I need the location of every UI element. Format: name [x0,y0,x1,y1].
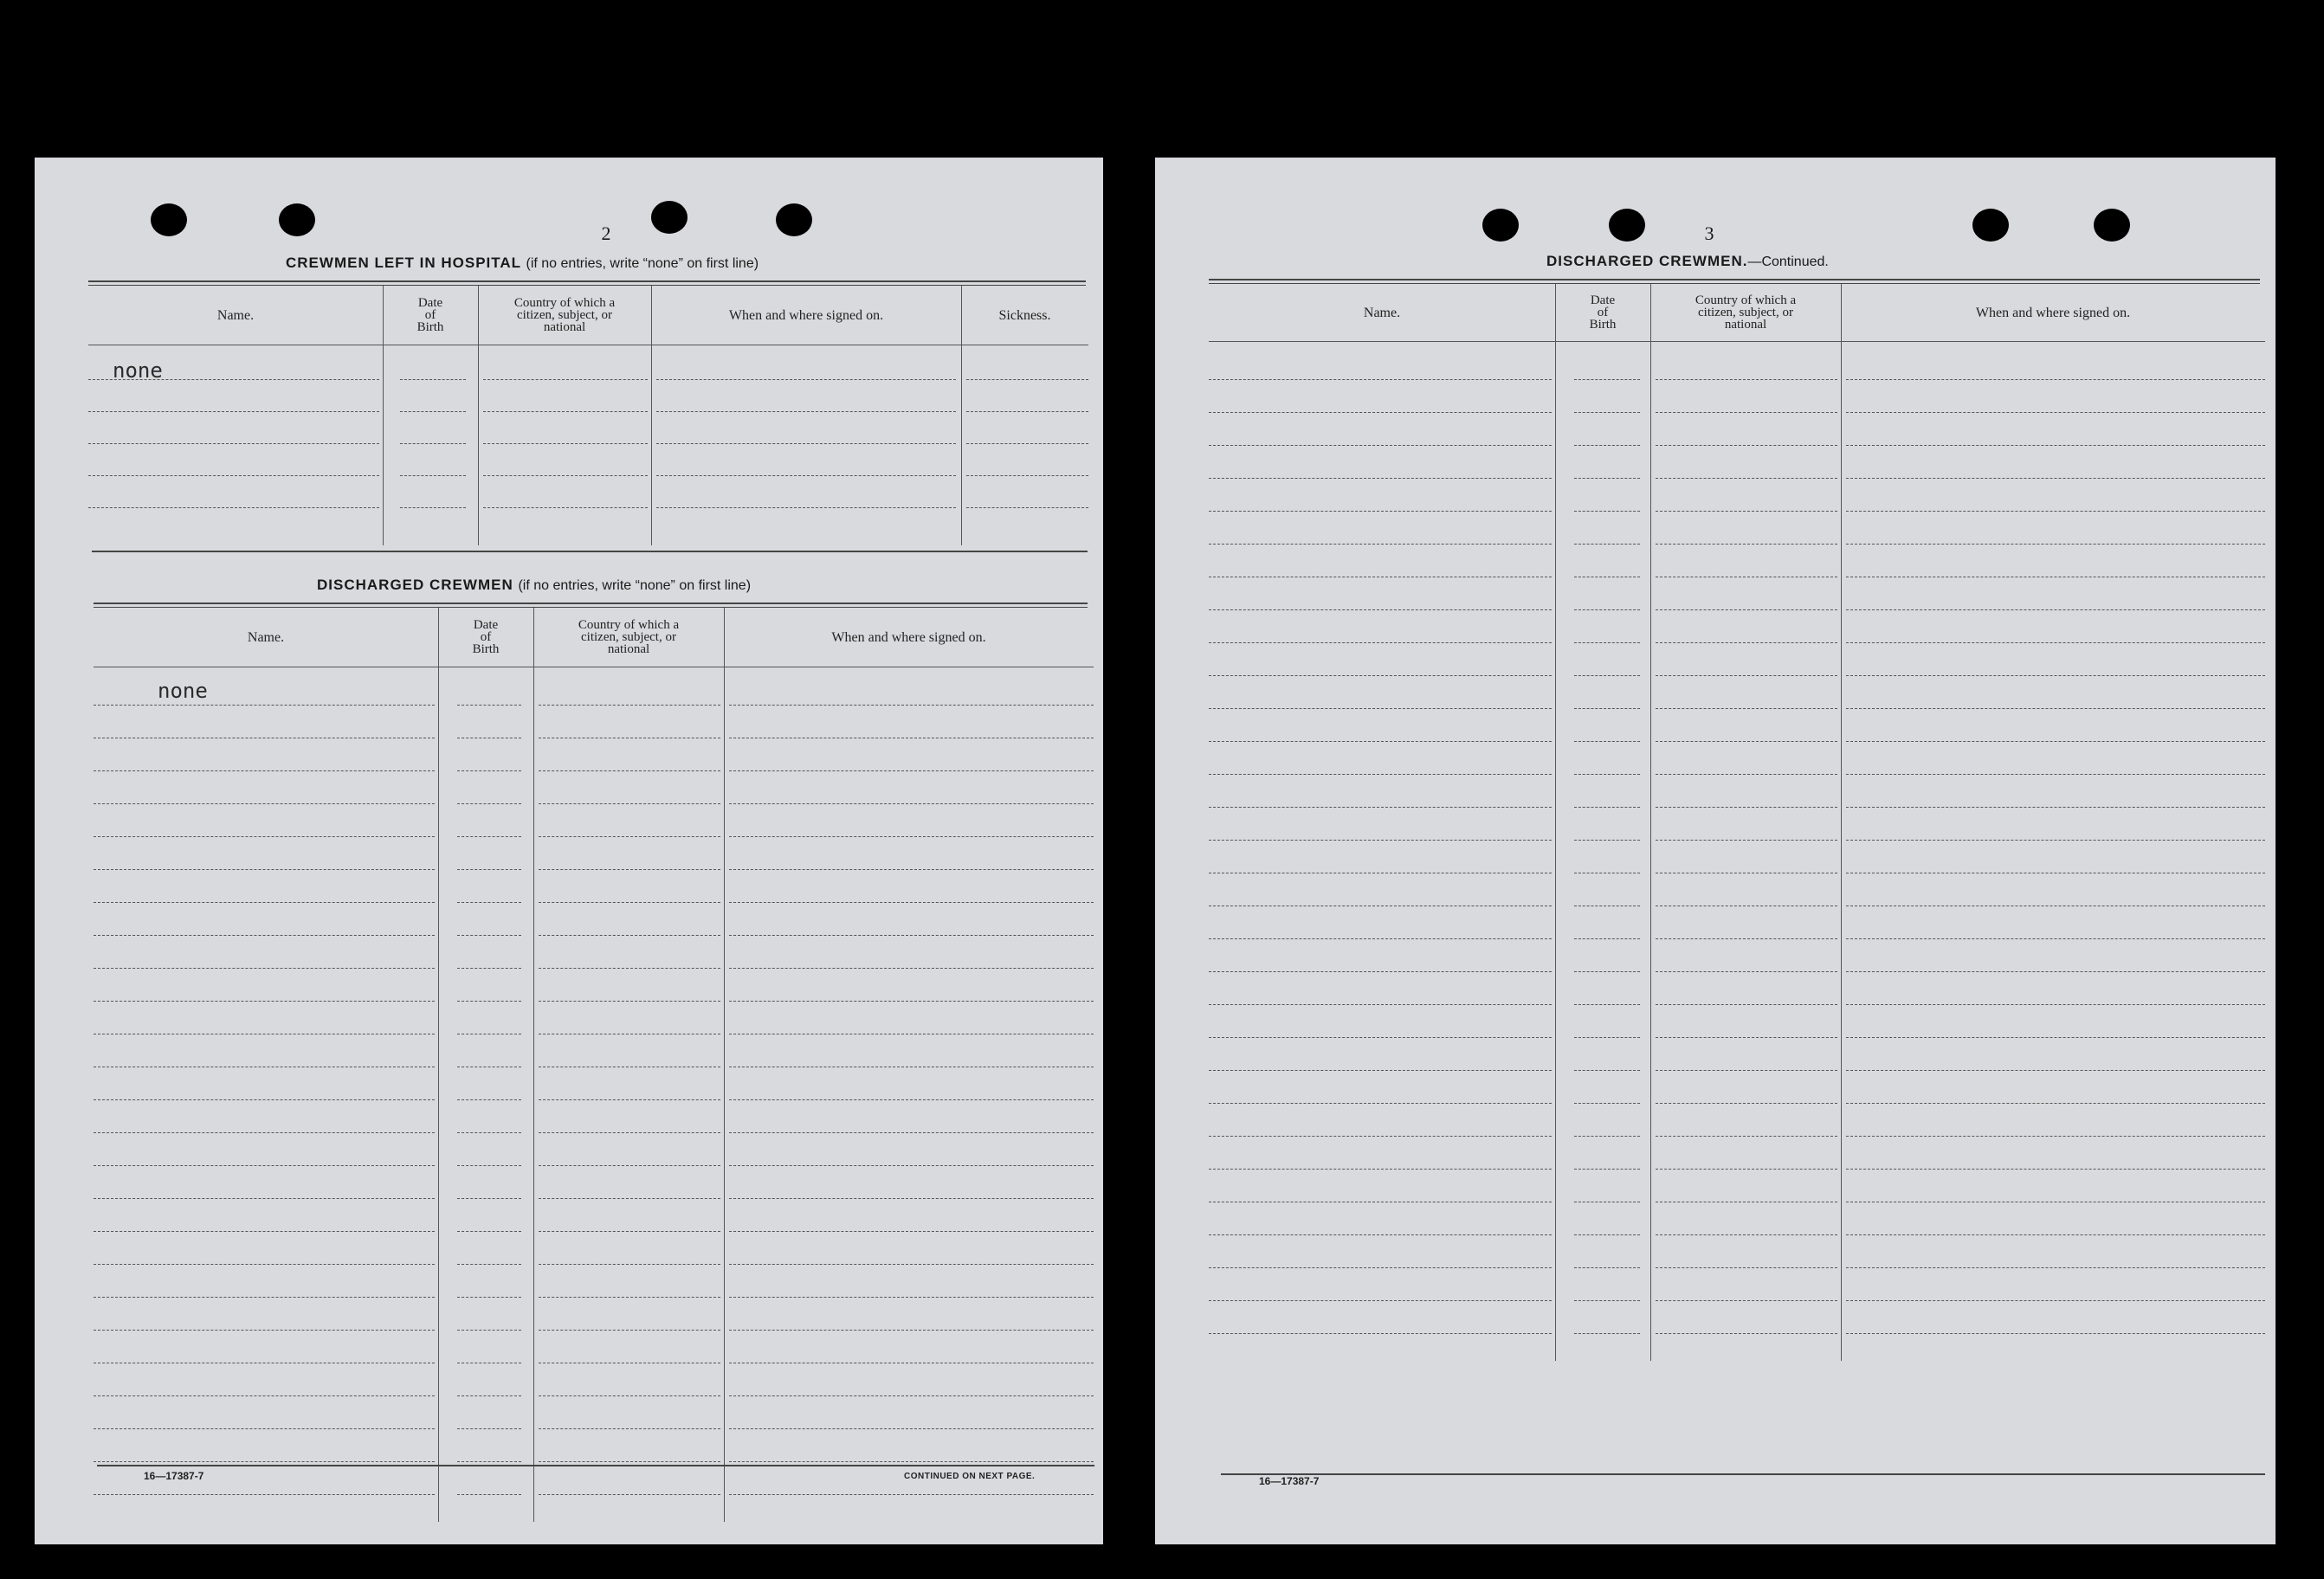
entry-line [729,1198,1094,1199]
column-divider [1555,284,1556,1361]
entry-line [1656,1333,1837,1334]
hospital-section-title [286,255,759,272]
entry-line [94,968,435,969]
entry-line [94,1395,435,1396]
entry-line [539,705,720,706]
entry-line [400,379,466,380]
entry-line [1574,675,1640,676]
entry-line [1209,379,1552,380]
entry-line [457,1231,521,1232]
column-divider [383,286,384,545]
punch-hole [2094,209,2130,242]
entry-line [729,803,1094,804]
hospital-title-text: CREWMEN LEFT IN HOSPITAL [286,255,521,271]
entry-line [1574,938,1640,939]
entry-line [1574,511,1640,512]
entry-line [1209,708,1552,709]
entry-line [539,968,720,969]
column-header-signed-on: When and where signed on. [728,307,884,323]
entry-line [1209,609,1552,610]
form-page-2 [35,158,1103,1544]
entry-line [1209,511,1552,512]
entry-line [1846,741,2265,742]
entry-line [1656,1103,1837,1104]
form-page-3 [1155,158,2276,1544]
entry-line [729,1330,1094,1331]
entry-line [729,1165,1094,1166]
entry-line [966,443,1088,444]
entry-line [483,443,648,444]
entry-line [1209,938,1552,939]
entry-line [1574,642,1640,643]
entry-line [457,1395,521,1396]
entry-line [457,1330,521,1331]
entry-line [400,475,466,476]
entry-line [1656,1300,1837,1301]
entry-line [729,1099,1094,1100]
entry-line [457,1001,521,1002]
entry-line [1656,609,1837,610]
entry-line [1574,1234,1640,1235]
entry-line [966,475,1088,476]
entry-line [539,1099,720,1100]
entry-line [1574,609,1640,610]
entry-line [1656,544,1837,545]
entry-line [1846,708,2265,709]
entry-line [483,379,648,380]
entry-line [94,1165,435,1166]
entry-line [1574,412,1640,413]
entry-line [1209,1267,1552,1268]
entry-line [1656,708,1837,709]
entry-line [457,1264,521,1265]
page-number: 2 [601,222,611,244]
entry-line [1656,1136,1837,1137]
column-header-name: Name. [216,307,255,323]
entry-line [729,1297,1094,1298]
entry-line [1656,840,1837,841]
entry-line [539,1198,720,1199]
discharged-bottom-rule [97,1465,1094,1466]
entry-line [400,411,466,412]
discharged-table [94,608,1094,1522]
entry-line [1209,741,1552,742]
entry-line [1656,675,1837,676]
entry-line [94,1264,435,1265]
entry-line [1846,1267,2265,1268]
entry-line [457,1165,521,1166]
form-number: 16—17387-7 [1259,1475,1320,1487]
entry-line [1574,1037,1640,1038]
entry-line [656,379,956,380]
entry-line [483,475,648,476]
entry-line [1209,1136,1552,1137]
entry-line [539,1428,720,1429]
entry-line [966,379,1088,380]
entry-line [539,803,720,804]
column-header-name: Name. [247,629,285,645]
entry-line [1846,840,2265,841]
entry-line [1574,971,1640,972]
entry-line [1846,478,2265,479]
entry-line [1846,1136,2265,1137]
entry-line [94,705,435,706]
entry-line [1846,412,2265,413]
discharged-title-text: DISCHARGED CREWMEN [317,577,513,593]
entry-line [729,836,1094,837]
entry-line [729,705,1094,706]
entry-line [1846,1234,2265,1235]
entry-line [1574,1136,1640,1137]
entry-line [539,1231,720,1232]
discharged-continued-title-text: DISCHARGED CREWMEN. [1546,253,1748,269]
entry-line [539,869,720,870]
entry-line [1656,642,1837,643]
entry-line [1846,642,2265,643]
entry-line [1574,1103,1640,1104]
entry-line [457,902,521,903]
entry-line [94,935,435,936]
entry-line [1846,774,2265,775]
entry-line [1656,379,1837,380]
entry-line [729,869,1094,870]
entry-line [1574,840,1640,841]
entry-line [1656,774,1837,775]
entry-line [1656,511,1837,512]
entry-line [1846,609,2265,610]
entry-line [94,836,435,837]
column-header-dob: Date of Birth [416,296,444,334]
punch-hole [279,203,315,236]
entry-line [1209,971,1552,972]
column-header-dob: Date of Birth [1589,293,1617,332]
entry-line [539,1494,720,1495]
entry-line [457,869,521,870]
entry-line [966,507,1088,508]
entry-line [1574,1004,1640,1005]
entry-line [94,1494,435,1495]
entry-line [539,1264,720,1265]
entry-line [539,935,720,936]
column-divider [961,286,962,545]
entry-line [457,935,521,936]
entry-line [539,1001,720,1002]
entry-line [1846,511,2265,512]
punch-hole [1972,209,2009,242]
entry-line [1209,412,1552,413]
entry-line [457,1461,521,1462]
column-header-signed-on: When and where signed on. [1975,305,2131,320]
entry-line [94,1198,435,1199]
entry-line [1209,445,1552,446]
entry-line [1209,675,1552,676]
entry-line [94,1001,435,1002]
entry-line [1209,1169,1552,1170]
entry-line [539,1297,720,1298]
entry-line [1846,1333,2265,1334]
entry-line [1209,642,1552,643]
entry-line [1209,1070,1552,1071]
column-divider [724,608,725,1522]
discharged-section-title [317,577,751,594]
entry-line [1209,840,1552,841]
column-header-signed-on: When and where signed on. [831,629,986,645]
entry-line [457,770,521,771]
entry-line [94,1231,435,1232]
entry-line [1209,774,1552,775]
entry-line [1574,708,1640,709]
entry-line [457,1198,521,1199]
entry-line [656,475,956,476]
column-divider [1650,284,1651,1361]
entry-line [457,968,521,969]
entry-line [88,411,379,412]
entry-line [1656,971,1837,972]
entry-line [94,1428,435,1429]
entry-line [457,1494,521,1495]
discharged-continued-bottom-rule [1221,1473,2265,1475]
entry-line [1656,478,1837,479]
entry-line [1209,544,1552,545]
entry-line [1574,1169,1640,1170]
continued-note: CONTINUED ON NEXT PAGE. [904,1472,1036,1481]
entry-line [483,411,648,412]
entry-line [400,507,466,508]
column-header-country: Country of which a citizen, subject, or national [578,618,680,656]
entry-line [1656,1070,1837,1071]
entry-line [966,411,1088,412]
column-header-sickness: Sickness. [998,307,1051,323]
entry-line [539,836,720,837]
column-header-dob: Date of Birth [472,618,500,656]
discharged-title-note: (if no entries, write “none” on first line) [518,578,752,593]
entry-line [656,507,956,508]
entry-line [1574,1300,1640,1301]
entry-line [539,770,720,771]
entry-line [1574,379,1640,380]
punch-hole [1482,209,1519,242]
entry-line [656,411,956,412]
entry-line [1656,412,1837,413]
entry-line [94,770,435,771]
punch-hole [776,203,812,236]
entry-line [729,1395,1094,1396]
entry-line [1846,807,2265,808]
entry-line [729,1001,1094,1002]
entry-line [1846,1037,2265,1038]
hospital-first-entry: none [113,358,163,383]
entry-line [1656,938,1837,939]
entry-line [729,770,1094,771]
entry-line [1574,1267,1640,1268]
entry-line [94,803,435,804]
entry-line [1574,1070,1640,1071]
entry-line [729,1494,1094,1495]
entry-line [729,1132,1094,1133]
entry-line [457,705,521,706]
entry-line [539,1461,720,1462]
entry-line [1846,675,2265,676]
entry-line [539,1330,720,1331]
entry-line [1846,1103,2265,1104]
column-header-country: Country of which a citizen, subject, or national [513,296,616,334]
entry-line [457,1428,521,1429]
entry-line [1846,379,2265,380]
entry-line [1656,741,1837,742]
entry-line [1574,741,1640,742]
entry-line [729,935,1094,936]
entry-line [1656,1169,1837,1170]
page-number: 3 [1704,222,1714,244]
entry-line [457,1297,521,1298]
entry-line [1846,1070,2265,1071]
entry-line [539,902,720,903]
column-divider [651,286,652,545]
entry-line [729,1428,1094,1429]
entry-line [94,1461,435,1462]
entry-line [94,1330,435,1331]
entry-line [94,869,435,870]
column-header-name: Name. [1363,305,1401,320]
entry-line [1656,1037,1837,1038]
column-divider [438,608,439,1522]
entry-line [1574,1333,1640,1334]
entry-line [1656,1267,1837,1268]
entry-line [1846,1169,2265,1170]
entry-line [656,443,956,444]
entry-line [729,1231,1094,1232]
form-number: 16—17387-7 [144,1470,204,1482]
discharged-continued-table [1209,284,2265,1361]
hospital-table [88,286,1088,545]
entry-line [94,902,435,903]
entry-line [1574,807,1640,808]
entry-line [88,443,379,444]
header-bottom-rule [1209,341,2265,342]
punch-hole [651,201,688,234]
hospital-title-note: (if no entries, write “none” on first line) [526,256,759,271]
entry-line [1656,1234,1837,1235]
entry-line [457,1132,521,1133]
entry-line [539,1395,720,1396]
entry-line [1209,1004,1552,1005]
entry-line [729,1461,1094,1462]
hospital-bottom-rule [92,551,1088,552]
punch-hole [151,203,187,236]
entry-line [1209,1037,1552,1038]
entry-line [400,443,466,444]
column-divider [1841,284,1842,1361]
column-header-country: Country of which a citizen, subject, or national [1695,293,1797,332]
punch-hole [1609,209,1645,242]
entry-line [539,1132,720,1133]
entry-line [1574,774,1640,775]
entry-line [1574,445,1640,446]
entry-line [94,1132,435,1133]
discharged-continued-suffix: —Continued. [1747,255,1829,269]
entry-line [729,902,1094,903]
entry-line [1846,445,2265,446]
entry-line [88,475,379,476]
entry-line [1656,1004,1837,1005]
entry-line [539,1165,720,1166]
entry-line [1656,445,1837,446]
entry-line [94,1297,435,1298]
entry-line [1846,938,2265,939]
entry-line [457,836,521,837]
entry-line [1209,1234,1552,1235]
entry-line [1846,544,2265,545]
entry-line [94,1099,435,1100]
entry-line [88,507,379,508]
entry-line [1574,478,1640,479]
discharged-continued-title [1546,253,1829,270]
entry-line [1846,1004,2265,1005]
entry-line [729,968,1094,969]
entry-line [1209,807,1552,808]
entry-line [457,1099,521,1100]
entry-line [1209,1333,1552,1334]
discharged-first-entry: none [158,679,208,703]
entry-line [1209,478,1552,479]
entry-line [1574,544,1640,545]
entry-line [1209,1300,1552,1301]
column-divider [478,286,479,545]
entry-line [457,803,521,804]
entry-line [1209,1103,1552,1104]
entry-line [483,507,648,508]
entry-line [1656,807,1837,808]
entry-line [729,1264,1094,1265]
entry-line [1846,1300,2265,1301]
entry-line [1846,971,2265,972]
column-divider [533,608,534,1522]
